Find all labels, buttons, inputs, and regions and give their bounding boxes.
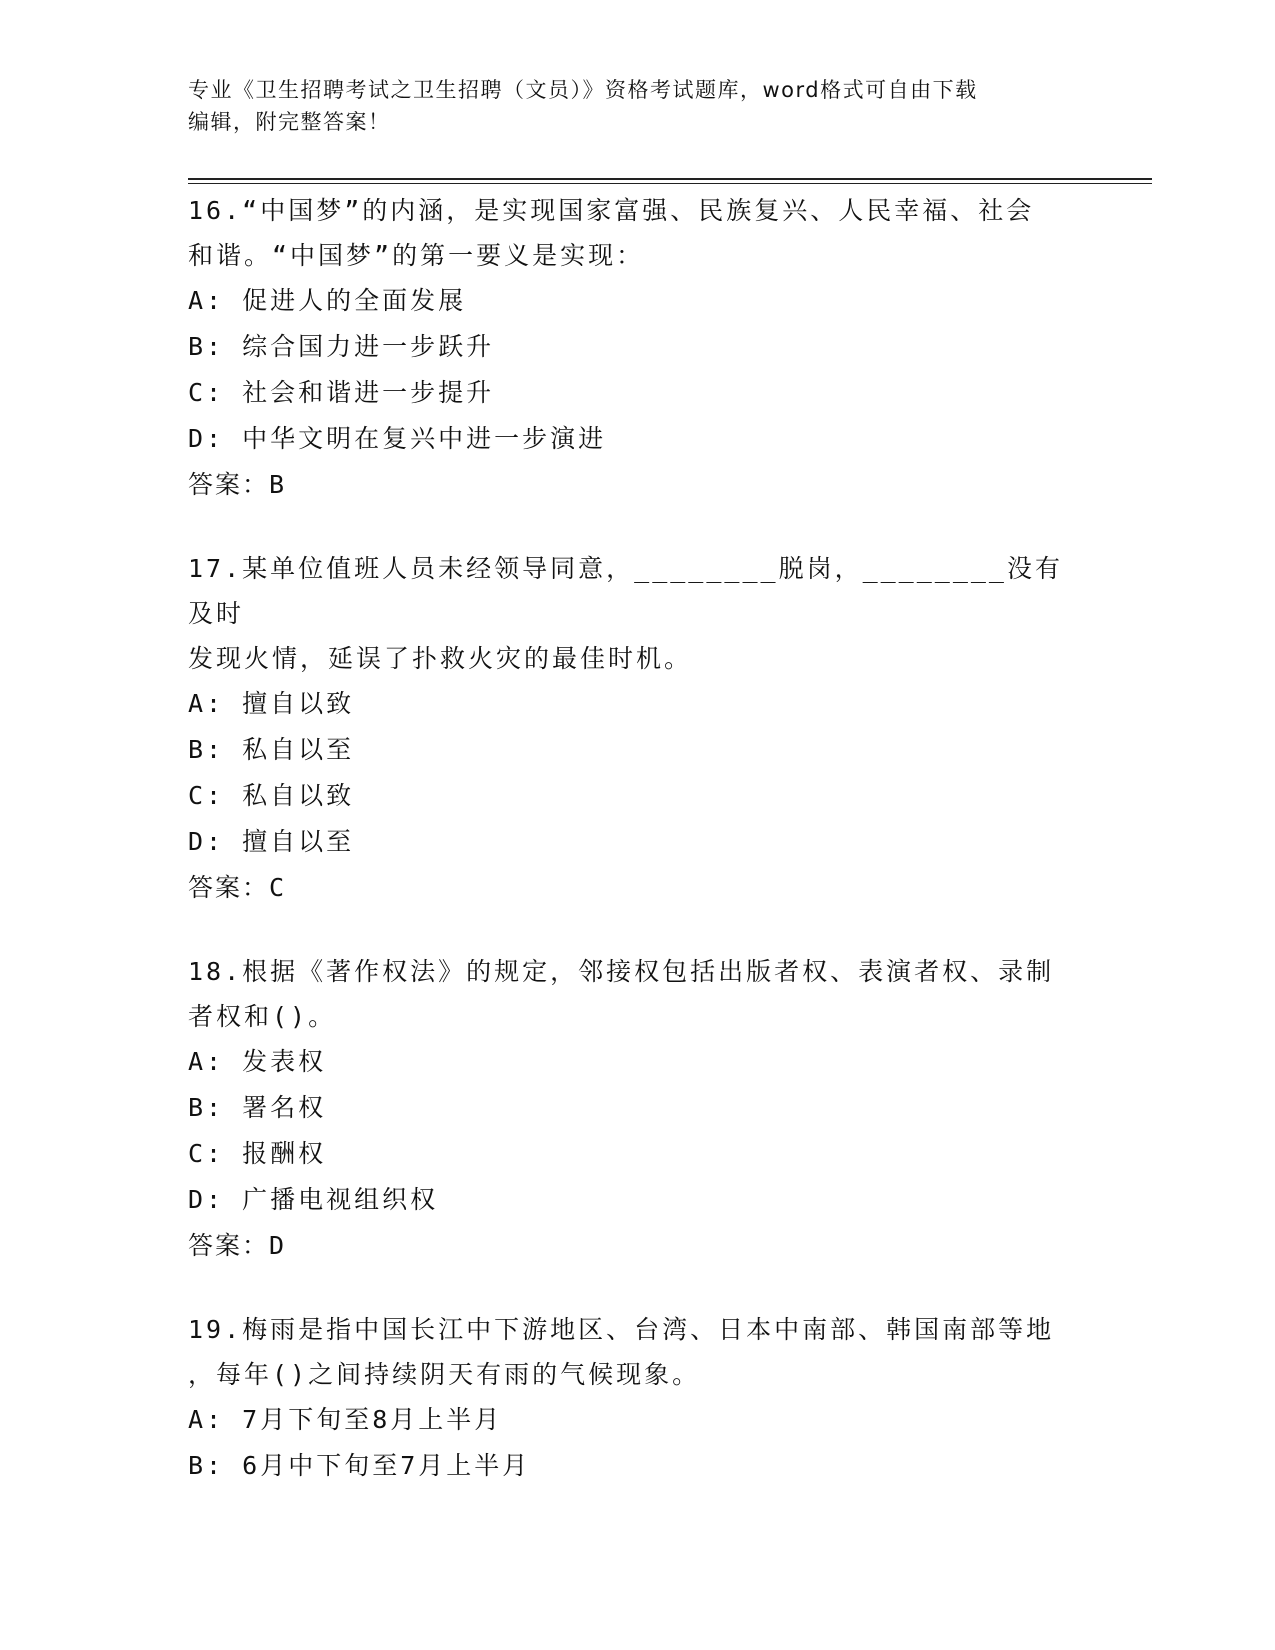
option-d: D: 中华文明在复兴中进一步演进 — [188, 424, 607, 453]
question-19 — [188, 1307, 1088, 1489]
question-stem-line: ，每年()之间持续阴天有雨的气候现象。 — [188, 1360, 701, 1389]
answer-label: 答案： — [188, 470, 270, 499]
option-c: C: 私自以致 — [188, 781, 355, 810]
option-b: B: 6月中下旬至7月上半月 — [188, 1451, 531, 1480]
question-17 — [188, 546, 1088, 911]
question-stem-line: 和谐。“中国梦”的第一要义是实现： — [188, 241, 645, 270]
header-line-2: 编辑，附完整答案！ — [188, 110, 391, 134]
answer-label: 答案： — [188, 1231, 270, 1260]
option-b: B: 综合国力进一步跃升 — [188, 332, 495, 361]
question-stem-line: 发现火情，延误了扑救火灾的最佳时机。 — [188, 644, 693, 673]
option-a: A: 发表权 — [188, 1047, 327, 1076]
header-divider-thin — [188, 183, 1152, 184]
option-c: C: 报酬权 — [188, 1139, 327, 1168]
answer-line — [188, 1223, 1088, 1269]
question-stem-line: 18.根据《著作权法》的规定，邻接权包括出版者权、表演者权、录制 — [188, 957, 1055, 986]
option-d: D: 擅自以至 — [188, 827, 355, 856]
question-stem-line: 者权和()。 — [188, 1002, 337, 1031]
answer-label: 答案： — [188, 873, 270, 902]
question-stem-line: 19.梅雨是指中国长江中下游地区、台湾、日本中南部、韩国南部等地 — [188, 1315, 1055, 1344]
option-d: D: 广播电视组织权 — [188, 1185, 439, 1214]
question-stem-line: 17.某单位值班人员未经领导同意，________脱岗，________没有及时 — [188, 554, 1063, 628]
document-header — [188, 74, 1088, 138]
answer-line — [188, 865, 1088, 911]
answer-value: B — [269, 470, 287, 499]
header-line-1: 专业《卫生招聘考试之卫生招聘（文员）》资格考试题库，word格式可自由下载 — [188, 78, 978, 102]
option-b: B: 署名权 — [188, 1093, 327, 1122]
answer-value: C — [269, 873, 287, 902]
question-18 — [188, 949, 1088, 1269]
header-divider-thick — [188, 178, 1152, 180]
question-16 — [188, 188, 1088, 508]
option-c: C: 社会和谐进一步提升 — [188, 378, 495, 407]
option-a: A: 擅自以致 — [188, 689, 355, 718]
option-a: A: 7月下旬至8月上半月 — [188, 1405, 503, 1434]
option-a: A: 促进人的全面发展 — [188, 286, 467, 315]
answer-line — [188, 462, 1088, 508]
question-stem-line: 16.“中国梦”的内涵，是实现国家富强、民族复兴、人民幸福、社会 — [188, 196, 1035, 225]
answer-value: D — [269, 1231, 287, 1260]
question-list — [188, 188, 1088, 1527]
option-b: B: 私自以至 — [188, 735, 355, 764]
